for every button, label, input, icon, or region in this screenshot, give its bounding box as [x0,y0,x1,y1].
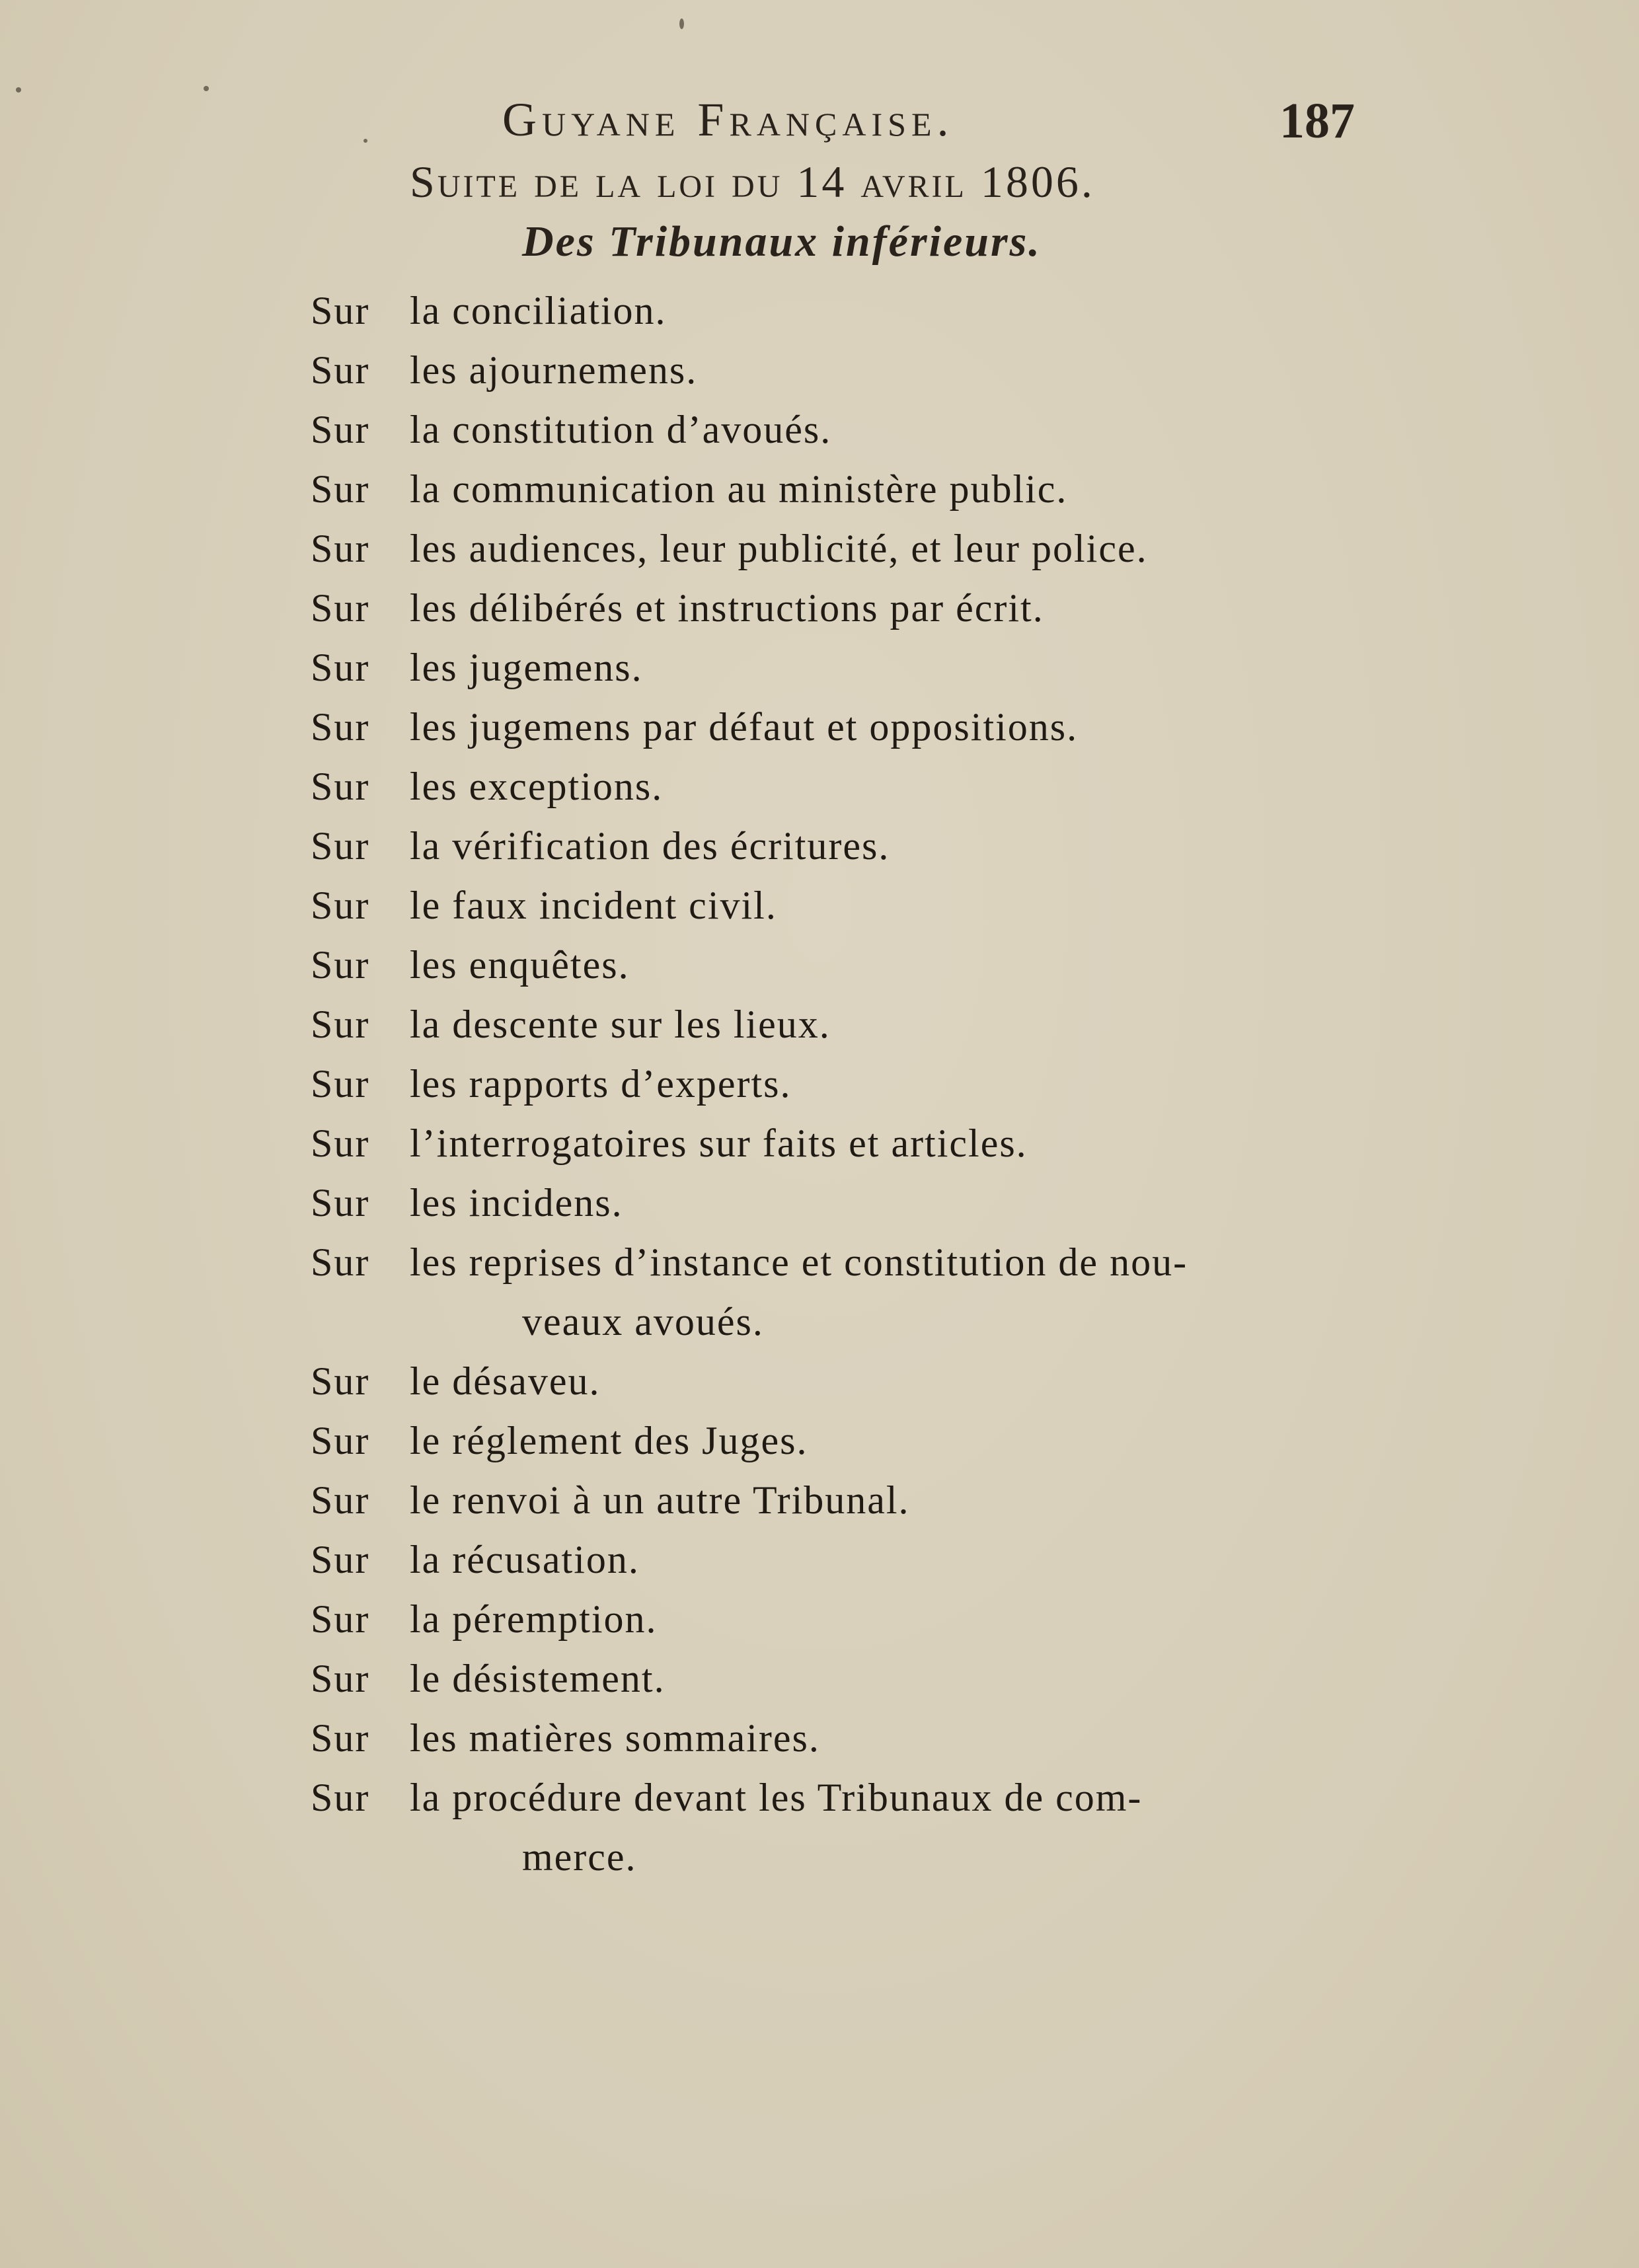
ink-speck [363,139,367,143]
entry-text: la communication au ministère public. [410,467,1068,511]
entry-lead: Sur [311,1538,370,1581]
list-item [311,1470,1368,1530]
list-item [311,1054,1368,1114]
entry-lead: Sur [311,1359,370,1403]
entry-text: l’interrogatoires sur faits et articles. [410,1121,1028,1165]
entry-lead: Sur [311,824,370,868]
section-title: Des Tribunaux inférieurs. [522,217,1042,266]
entry-lead: Sur [311,1419,370,1462]
entry-text: le faux incident civil. [410,884,777,927]
list-item [311,1649,1368,1708]
entry-lead: Sur [311,1240,370,1284]
entry-lead: Sur [311,289,370,332]
entry-lead: Sur [311,1657,370,1700]
entry-lead: Sur [311,527,370,570]
entry-lead: Sur [311,884,370,927]
list-item [311,1530,1368,1589]
entry-text: le renvoi à un autre Tribunal. [410,1478,910,1522]
entry-lead: Sur [311,1597,370,1641]
list-item [311,340,1368,400]
ink-speck [16,87,21,93]
entry-lead: Sur [311,586,370,630]
entry-text: les incidens. [410,1181,623,1225]
law-subtitle: Suite de la loi du 14 avril 1806. [410,157,1095,207]
list-item [311,1173,1368,1232]
entry-lead: Sur [311,1716,370,1760]
entry-lead: Sur [311,467,370,511]
entry-lead: Sur [311,1062,370,1106]
list-item [311,1589,1368,1649]
ink-speck [679,19,684,29]
entry-text: la péremption. [410,1597,658,1641]
entry-lead: Sur [311,1776,370,1819]
list-item [311,816,1368,876]
entry-text: la récusation. [410,1538,640,1581]
page-number: 187 [1279,93,1355,149]
entry-text: le désistement. [410,1657,666,1700]
entry-lead: Sur [311,765,370,808]
entry-text: les exceptions. [410,765,664,808]
entry-lead: Sur [311,1121,370,1165]
entry-lead: Sur [311,646,370,689]
entry-text: les reprises d’instance et constitution de nou- [410,1240,1188,1284]
entry-lead: Sur [311,1002,370,1046]
list-item [311,1351,1368,1411]
entry-text: les rapports d’experts. [410,1062,792,1106]
entry-text: les jugemens. [410,646,643,689]
list-item [311,1768,1368,1887]
entry-text: les enquêtes. [410,943,630,987]
entry-list [311,281,1368,1887]
entry-lead: Sur [311,1181,370,1225]
entry-text: les audiences, leur publicité, et leur police. [410,527,1148,570]
entry-text: la descente sur les lieux. [410,1002,831,1046]
entry-text: les délibérés et instructions par écrit. [410,586,1044,630]
list-item [311,281,1368,340]
entry-lead: Sur [311,705,370,749]
entry-continuation: merce. [522,1835,637,1879]
list-item [311,578,1368,638]
list-item [311,935,1368,995]
entry-lead: Sur [311,348,370,392]
list-item [311,757,1368,816]
entry-text: les ajournemens. [410,348,698,392]
entry-continuation: veaux avoués. [522,1300,764,1343]
entry-lead: Sur [311,1478,370,1522]
entry-text: le réglement des Juges. [410,1419,808,1462]
list-item [311,400,1368,459]
list-item [311,638,1368,697]
entry-text: la procédure devant les Tribunaux de com- [410,1776,1143,1819]
entry-text: les matières sommaires. [410,1716,820,1760]
entry-text: les jugemens par défaut et oppositions. [410,705,1079,749]
entry-text: la constitution d’avoués. [410,408,832,451]
entry-text: le désaveu. [410,1359,601,1403]
entry-text: la conciliation. [410,289,667,332]
page-header [502,93,1361,152]
entry-lead: Sur [311,408,370,451]
list-item [311,519,1368,578]
list-item [311,459,1368,519]
entry-lead: Sur [311,943,370,987]
ink-speck [204,86,209,91]
list-item [311,1232,1368,1351]
list-item [311,995,1368,1054]
list-item [311,1411,1368,1470]
running-title: Guyane Française. [502,93,954,146]
list-item [311,1114,1368,1173]
list-item [311,697,1368,757]
list-item [311,1708,1368,1768]
list-item [311,876,1368,935]
entry-text: la vérification des écritures. [410,824,890,868]
